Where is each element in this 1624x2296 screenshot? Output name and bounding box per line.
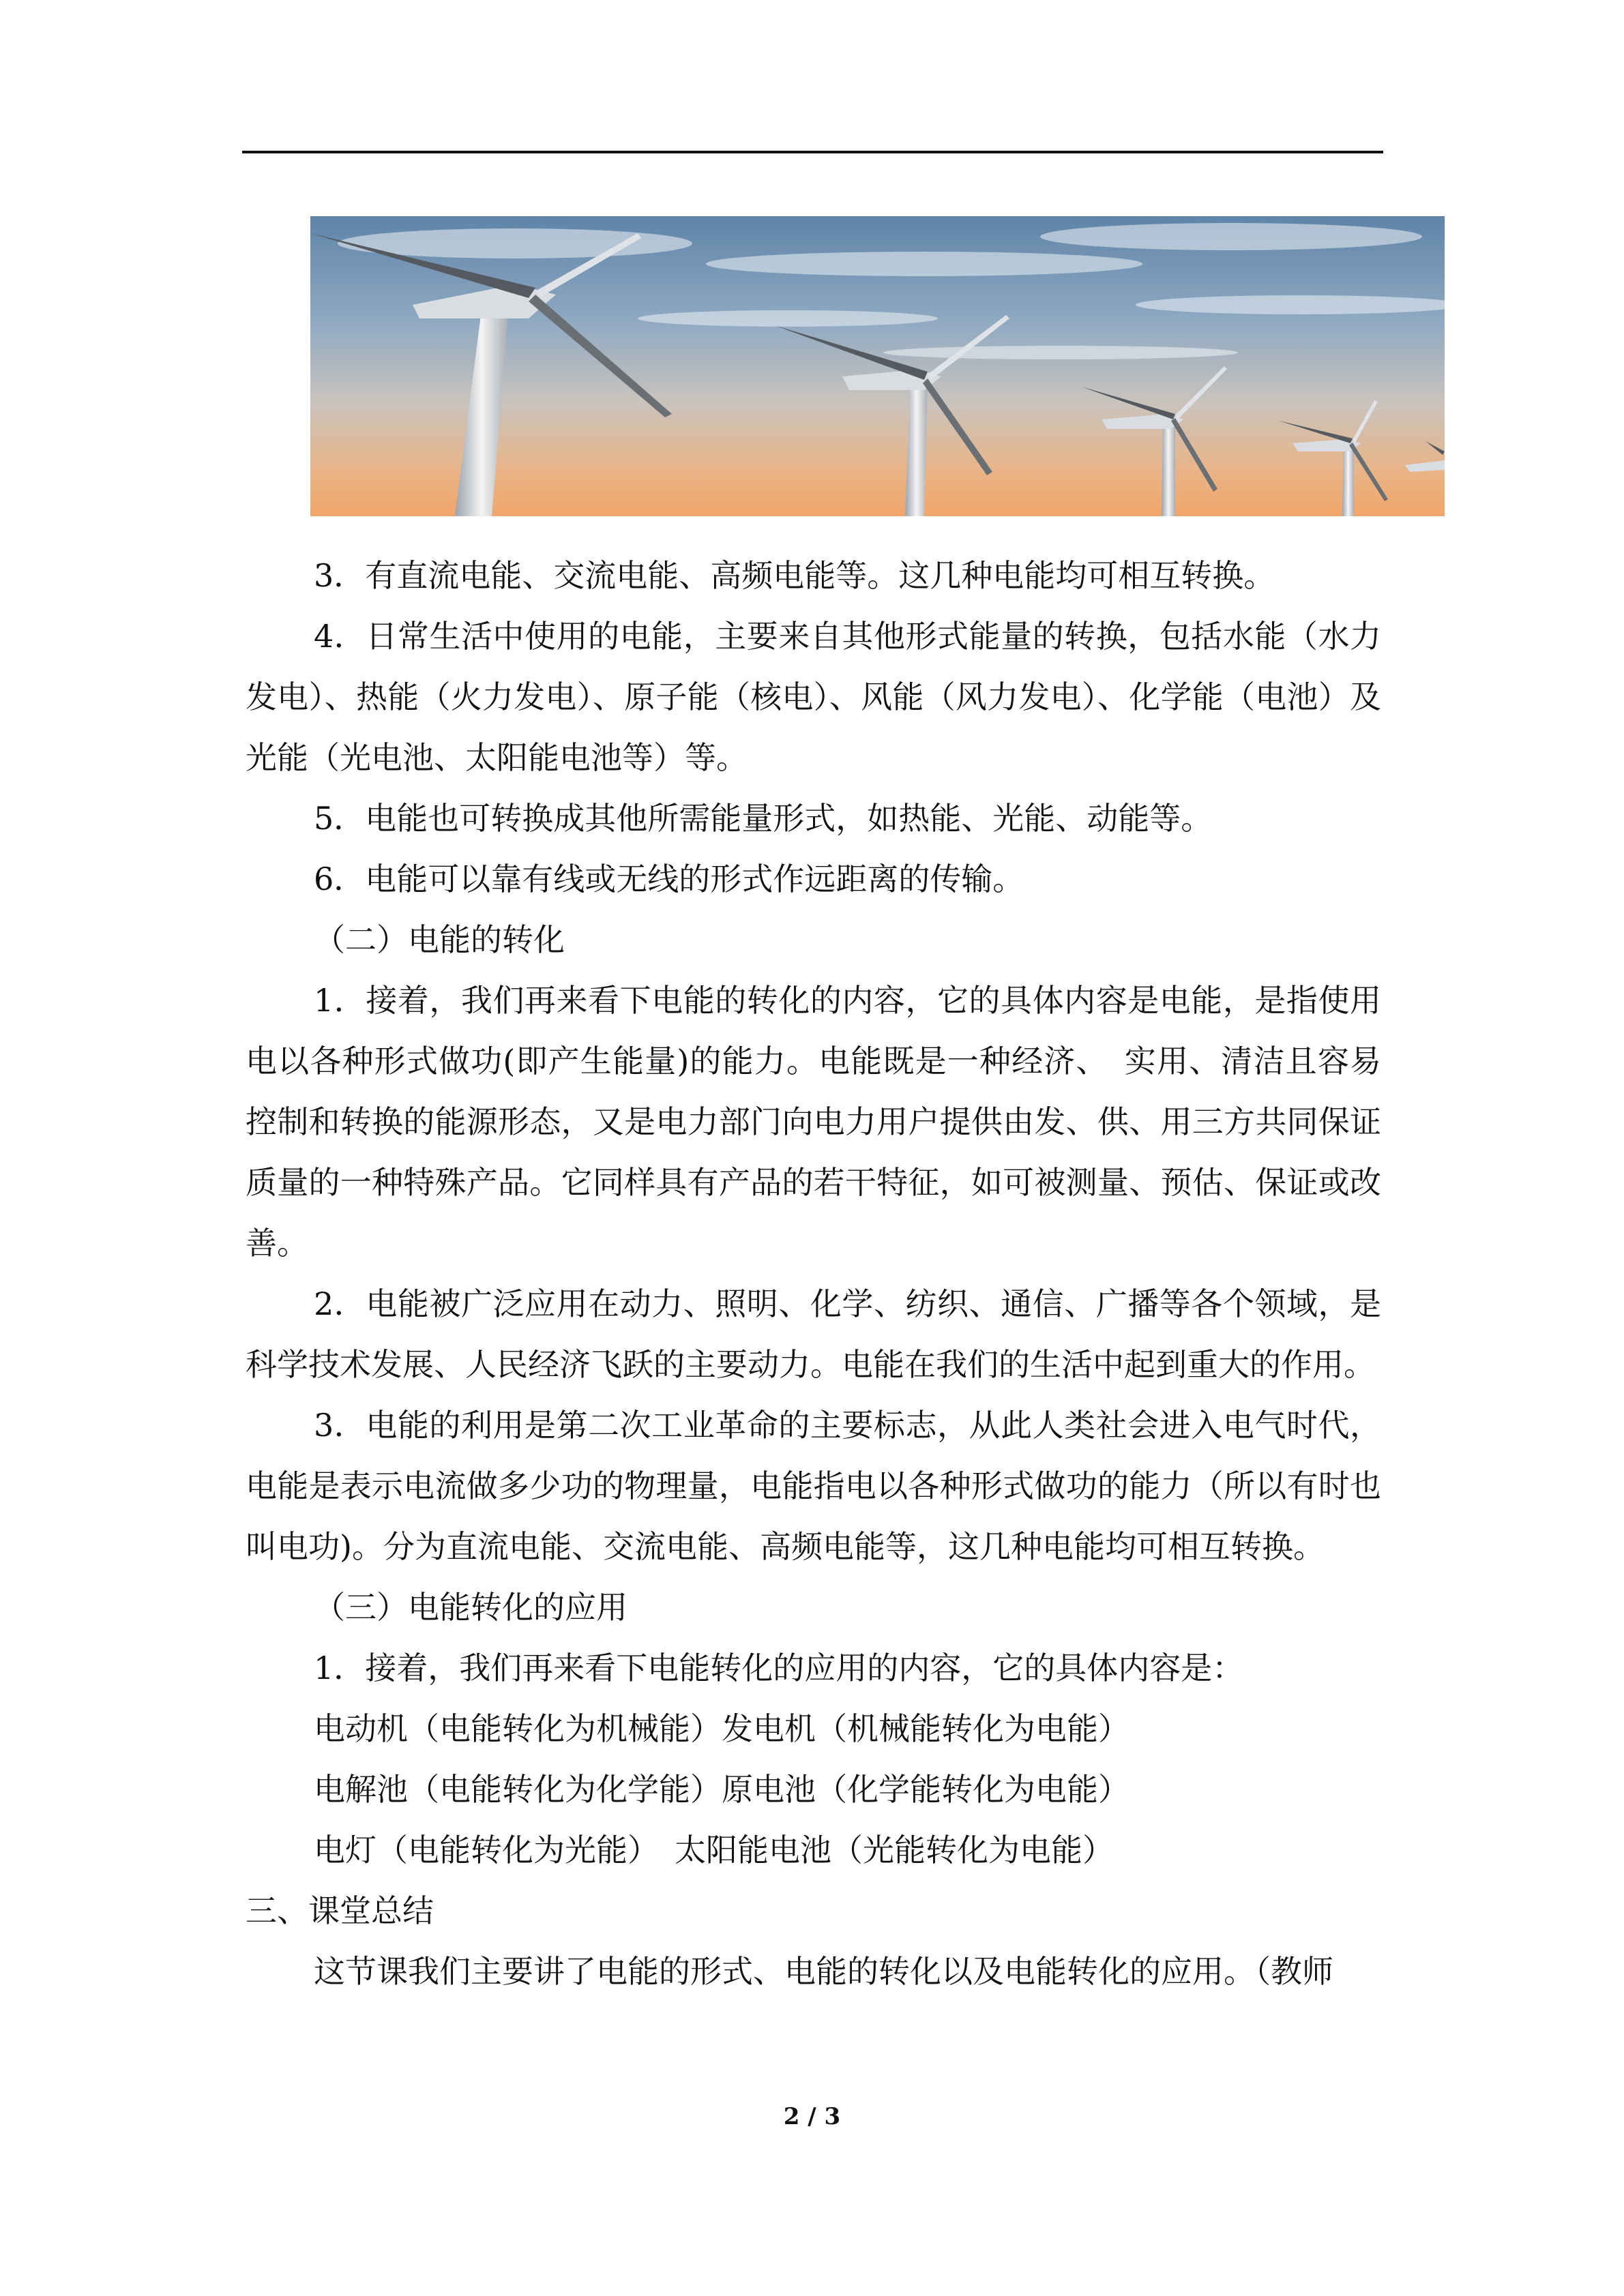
wind-turbine-banner-image: [310, 216, 1445, 516]
page-number: 2 / 3: [783, 2103, 841, 2130]
paragraph: 6．电能可以靠有线或无线的形式作远距离的传输。: [314, 861, 1024, 897]
paragraph: 这节课我们主要讲了电能的形式、电能的转化以及电能转化的应用。（教师: [314, 1953, 1333, 1990]
section-heading: （三）电能转化的应用: [314, 1589, 628, 1626]
section-heading: 三、课堂总结: [246, 1892, 434, 1929]
paragraph: 3．有直流电能、交流电能、高频电能等。这几种电能均可相互转换。: [314, 557, 1275, 594]
paragraph: 2．电能被广泛应用在动力、照明、化学、纺织、通信、广播等各个领域，是科学技术发展、人民经济飞跃的主要动力。电能在我们的生活中起到重大的作用。: [246, 1285, 1381, 1383]
paragraph: 5．电能也可转换成其他所需能量形式，如热能、光能、动能等。: [314, 800, 1213, 837]
body-text: [246, 546, 1381, 2002]
paragraph: 1．接着，我们再来看下电能的转化的内容，它的具体内容是电能，是指使用电以各种形式做功(即产生能量)的能力。电能既是一种经济、 实用、清洁且容易控制和转换的能源形态，又是电力部门向电力用户提供由发、供、用三方共同保证质量的一种特殊产品。它同样具有产品的若干特征，如可被测量、预估、保证或改善。: [246, 982, 1381, 1262]
paragraph: 3．电能的利用是第二次工业革命的主要标志，从此人类社会进入电气时代，电能是表示电流做多少功的物理量，电能指电以各种形式做功的能力（所以有时也叫电功)。分为直流电能、交流电能、高频电能等，这几种电能均可相互转换。: [246, 1407, 1381, 1565]
paragraph: 电解池（电能转化为化学能）原电池（化学能转化为电能）: [314, 1771, 1130, 1808]
header-rule: [242, 151, 1383, 153]
section-heading: （二）电能的转化: [314, 921, 565, 958]
paragraph: 电灯（电能转化为光能） 太阳能电池（光能转化为电能）: [314, 1832, 1114, 1868]
paragraph: 4．日常生活中使用的电能，主要来自其他形式能量的转换，包括水能（水力发电）、热能（火力发电）、原子能（核电）、风能（风力发电）、化学能（电池）及光能（光电池、太阳能电池等）等。: [246, 618, 1381, 776]
paragraph: 电动机（电能转化为机械能）发电机（机械能转化为电能）: [314, 1710, 1130, 1747]
paragraph: 1．接着，我们再来看下电能转化的应用的内容，它的具体内容是：: [314, 1650, 1244, 1686]
